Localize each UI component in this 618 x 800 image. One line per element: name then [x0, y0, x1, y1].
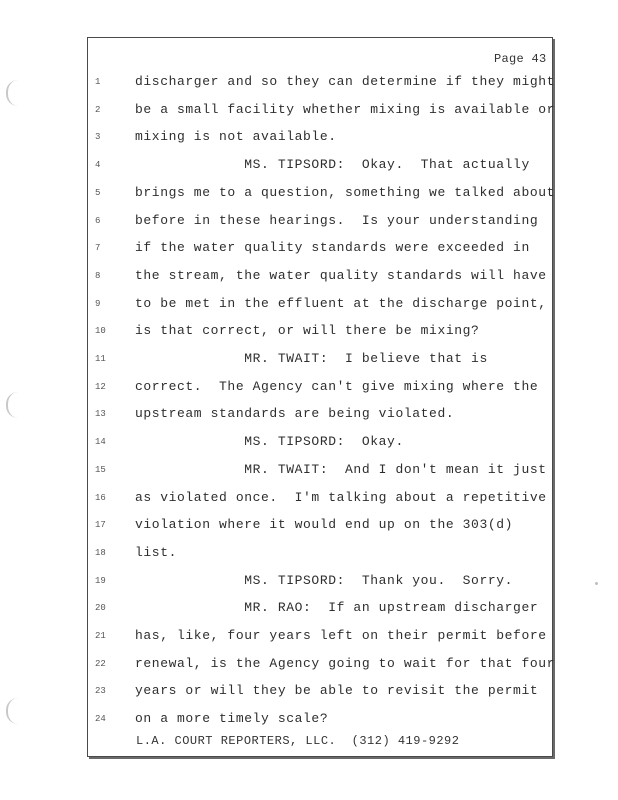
transcript-line: brings me to a question, something we talked about [135, 184, 556, 200]
line-number: 13 [95, 409, 106, 420]
transcript-line: MR. TWAIT: I believe that is [135, 351, 488, 366]
line-number: 10 [95, 326, 106, 337]
transcript-line: renewal, is the Agency going to wait for that four [135, 655, 556, 671]
transcript-line: MR. RAO: If an upstream discharger [135, 600, 539, 616]
line-number: 20 [95, 603, 106, 614]
line-number: 21 [95, 631, 106, 641]
transcript-line: MS. TIPSORD: Okay. That actually [135, 157, 530, 173]
transcript-line: be a small facility whether mixing is available or [135, 101, 556, 117]
line-number: 6 [95, 215, 101, 226]
binder-hole-mark [6, 392, 18, 418]
line-number: 22 [95, 658, 106, 669]
line-number: 1 [95, 77, 101, 87]
line-number: 14 [95, 437, 106, 448]
transcript-line: has, like, four years left on their permit before [135, 628, 547, 643]
line-number: 2 [95, 104, 101, 115]
line-number: 24 [95, 714, 106, 725]
transcript-line: is that correct, or will there be mixing? [135, 323, 480, 339]
line-number: 9 [95, 298, 101, 309]
line-number: 19 [95, 575, 106, 586]
transcript-line: violation where it would end up on the 303(d) [135, 517, 514, 533]
line-number: 7 [95, 243, 101, 254]
transcript-line: MR. TWAIT: And I don't mean it just [135, 461, 547, 477]
page-number: Page 43 [494, 52, 547, 66]
line-number: 23 [95, 686, 106, 697]
transcript-line: if the water quality standards were exceeded in [135, 240, 530, 256]
line-number: 8 [95, 270, 101, 281]
transcript-line: years or will they be able to revisit the permit [135, 683, 539, 699]
line-number: 18 [95, 547, 106, 558]
line-number: 16 [95, 492, 106, 503]
binder-hole-mark [6, 80, 18, 106]
transcript-line: discharger and so they can determine if they might [135, 74, 556, 89]
transcript-line: before in these hearings. Is your understanding [135, 212, 539, 228]
transcript-line: mixing is not available. [135, 129, 337, 145]
line-number: 4 [95, 160, 101, 171]
transcript-line: as violated once. I'm talking about a repetitive [135, 489, 547, 505]
transcript-line: on a more timely scale? [135, 711, 329, 727]
transcript-line: the stream, the water quality standards will have [135, 267, 547, 283]
transcript-line: list. [135, 544, 178, 560]
line-number: 15 [95, 464, 106, 475]
scan-speck [595, 582, 598, 585]
line-number: 3 [95, 132, 101, 143]
binder-hole-mark [6, 698, 18, 724]
line-number: 12 [95, 381, 106, 392]
line-number: 11 [95, 354, 106, 364]
reporter-footer: L.A. COURT REPORTERS, LLC. (312) 419-9292 [136, 734, 460, 748]
line-number: 5 [95, 187, 101, 198]
transcript-line: MS. TIPSORD: Thank you. Sorry. [135, 572, 514, 588]
transcript-line: MS. TIPSORD: Okay. [135, 434, 404, 450]
line-number: 17 [95, 520, 106, 531]
transcript-page-frame [87, 37, 556, 757]
transcript-line: upstream standards are being violated. [135, 406, 455, 422]
transcript-line: correct. The Agency can't give mixing where the [135, 378, 539, 394]
transcript-line: to be met in the effluent at the discharge point, [135, 295, 547, 311]
